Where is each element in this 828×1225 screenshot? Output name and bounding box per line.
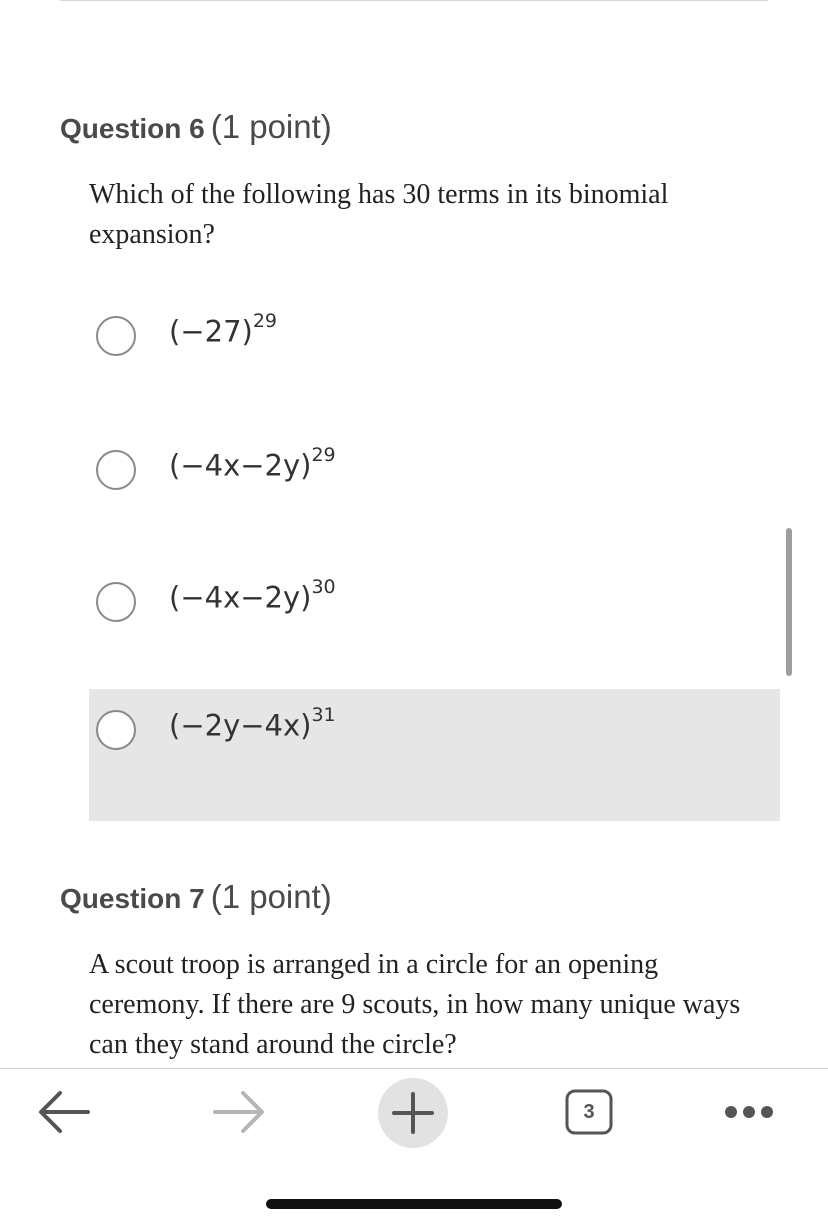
option-expression [169, 310, 278, 349]
question-7-number: Question 7 [60, 883, 205, 914]
expression-exponent: 30 [311, 576, 336, 598]
toolbar-divider [0, 1068, 828, 1069]
tab-count: 3 [583, 1101, 595, 1123]
radio-button[interactable] [96, 582, 136, 622]
radio-button[interactable] [96, 450, 136, 490]
radio-button[interactable] [96, 710, 136, 750]
top-divider [60, 0, 768, 1]
expression-base: (−27) [169, 314, 253, 349]
option-expression [169, 576, 336, 615]
new-tab-button[interactable] [378, 1078, 448, 1148]
question-7-heading [60, 878, 332, 916]
tab-switcher-button[interactable] [565, 1089, 613, 1135]
radio-button[interactable] [96, 316, 136, 356]
home-indicator[interactable] [266, 1199, 562, 1209]
question-7-points: (1 point) [210, 878, 332, 915]
arrow-right-icon [203, 1078, 273, 1148]
expression-exponent: 29 [252, 310, 278, 332]
question-7-text: A scout troop is arranged in a circle for an opening ceremony. If there are 9 scouts, in how many unique ways can they stand around the circle? [89, 949, 741, 1060]
expression-base: (−2y−4x) [169, 708, 312, 743]
option-expression [169, 444, 336, 483]
question-6-number: Question 6 [60, 113, 205, 144]
option-expression [169, 704, 336, 743]
more-button[interactable] [716, 1078, 786, 1148]
expression-exponent: 29 [311, 444, 336, 466]
arrow-left-icon [30, 1078, 100, 1148]
question-6-option-4[interactable] [89, 689, 780, 821]
plus-icon [378, 1078, 448, 1148]
forward-button[interactable] [203, 1078, 273, 1148]
expression-base: (−4x−2y) [169, 580, 312, 615]
expression-base: (−4x−2y) [169, 448, 312, 483]
question-6-text: Which of the following has 30 terms in its binomial expansion? [89, 179, 669, 250]
question-6-option-2[interactable] [89, 424, 780, 556]
back-button[interactable] [30, 1078, 100, 1148]
question-6-option-1[interactable] [89, 290, 780, 422]
question-6-option-3[interactable] [89, 556, 780, 688]
scrollbar[interactable] [786, 528, 792, 676]
question-6-heading [60, 108, 332, 146]
ellipsis-icon [716, 1078, 786, 1148]
question-6-points: (1 point) [210, 108, 332, 145]
expression-exponent: 31 [311, 704, 336, 726]
